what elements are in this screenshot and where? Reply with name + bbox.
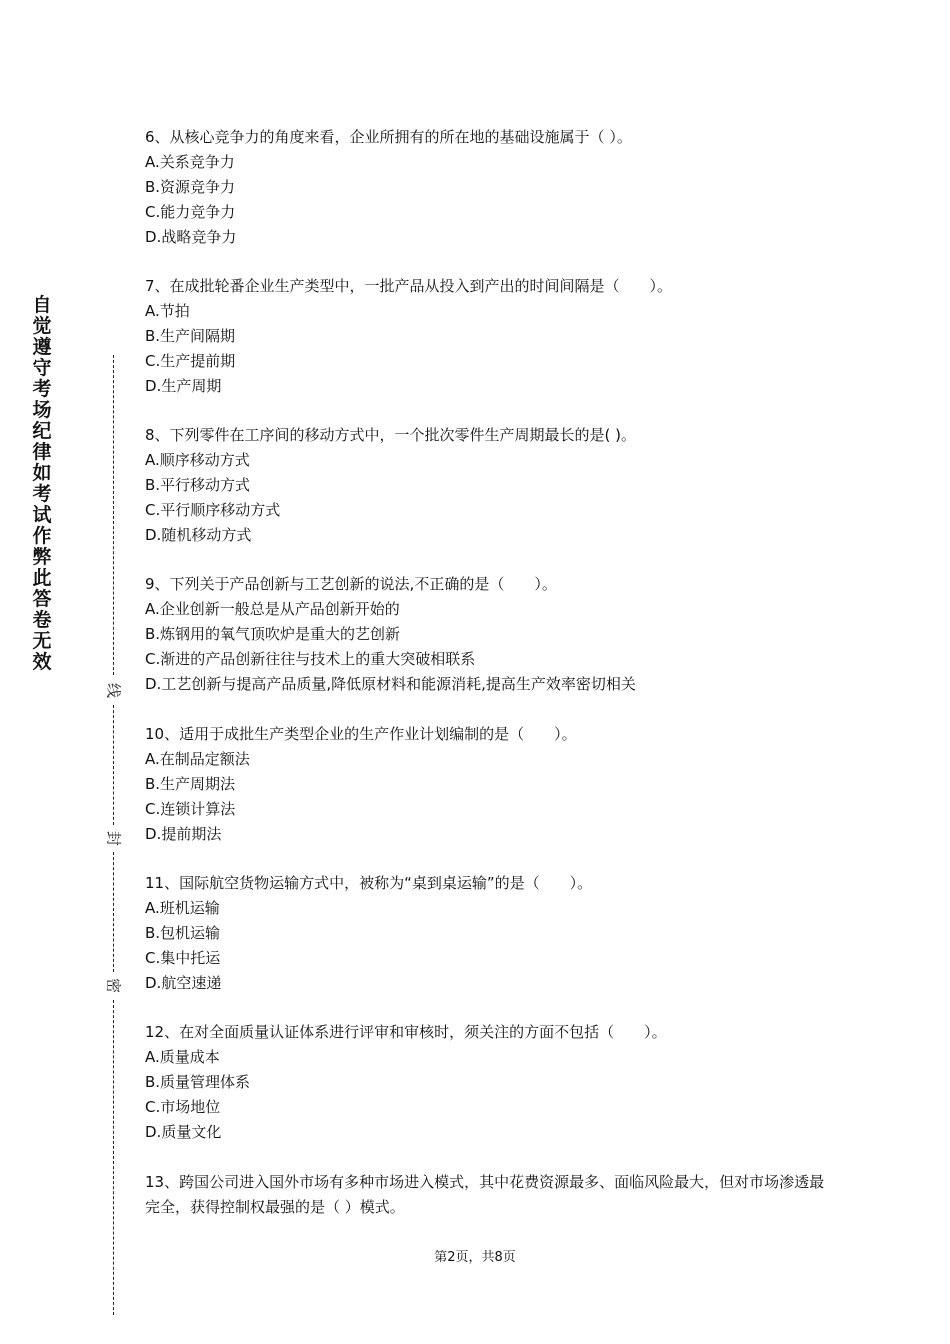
seal-label-secret: 密 — [104, 977, 123, 993]
answer-option: A.节拍 — [145, 302, 190, 320]
binding-line — [113, 705, 114, 825]
question-stem: 13、跨国公司进入国外市场有多种市场进入模式，其中花费资源最多、面临风险最大，但对市场渗透最完全，获得控制权最强的是（ ）模式。 — [145, 1173, 825, 1216]
seal-label-line: 线 — [104, 682, 123, 698]
question — [145, 423, 825, 548]
question-stem: 11、国际航空货物运输方式中，被称为“桌到桌运输”的是（ ）。 — [145, 874, 593, 892]
binding-line — [113, 355, 114, 675]
page-footer: 第2页，共8页 — [434, 1250, 516, 1265]
answer-option: D.战略竞争力 — [145, 228, 237, 246]
question-stem: 9、下列关于产品创新与工艺创新的说法,不正确的是（ ）。 — [145, 575, 557, 593]
answer-option: D.工艺创新与提高产品质量,降低原材料和能源消耗,提高生产效率密切相关 — [145, 675, 636, 693]
answer-option: A.在制品定额法 — [145, 750, 250, 768]
question-stem: 6、从核心竞争力的角度来看，企业所拥有的所在地的基础设施属于（ ）。 — [145, 128, 632, 146]
answer-option: D.提前期法 — [145, 825, 222, 843]
answer-option: A.班机运输 — [145, 899, 220, 917]
answer-option: C.市场地位 — [145, 1098, 221, 1116]
answer-option: D.航空速递 — [145, 974, 222, 992]
answer-option: C.生产提前期 — [145, 352, 236, 370]
exam-discipline-notice: 自觉遵守考场纪律如考试作弊此答卷无效 — [32, 294, 52, 673]
seal-label-seal: 封 — [104, 830, 123, 846]
answer-option: B.生产间隔期 — [145, 327, 236, 345]
answer-option: C.平行顺序移动方式 — [145, 501, 281, 519]
question — [145, 1170, 825, 1220]
answer-option: B.质量管理体系 — [145, 1073, 251, 1091]
answer-option: C.渐进的产品创新往往与技术上的重大突破相联系 — [145, 650, 476, 668]
question-stem: 8、下列零件在工序间的移动方式中，一个批次零件生产周期最长的是( )。 — [145, 426, 637, 444]
answer-option: C.能力竞争力 — [145, 203, 236, 221]
answer-option: A.质量成本 — [145, 1048, 220, 1066]
question-stem: 10、适用于成批生产类型企业的生产作业计划编制的是（ ）。 — [145, 725, 577, 743]
answer-option: B.资源竞争力 — [145, 178, 236, 196]
question — [145, 871, 825, 996]
answer-option: B.炼钢用的氧气顶吹炉是重大的艺创新 — [145, 625, 401, 643]
question — [145, 572, 825, 697]
answer-option: D.随机移动方式 — [145, 526, 252, 544]
answer-option: A.顺序移动方式 — [145, 451, 250, 469]
binding-line — [113, 852, 114, 972]
question — [145, 125, 825, 250]
answer-option: B.包机运输 — [145, 924, 221, 942]
answer-option: C.连锁计算法 — [145, 800, 236, 818]
question-stem: 12、在对全面质量认证体系进行评审和审核时，须关注的方面不包括（ ）。 — [145, 1023, 667, 1041]
answer-option: B.平行移动方式 — [145, 476, 251, 494]
answer-option: D.质量文化 — [145, 1123, 222, 1141]
binding-line — [113, 1000, 114, 1315]
question — [145, 274, 825, 399]
question — [145, 1020, 825, 1145]
answer-option: A.关系竞争力 — [145, 153, 235, 171]
answer-option: B.生产周期法 — [145, 775, 236, 793]
answer-option: C.集中托运 — [145, 949, 221, 967]
question-stem: 7、在成批轮番企业生产类型中，一批产品从投入到产出的时间间隔是（ ）。 — [145, 277, 673, 295]
answer-option: A.企业创新一般总是从产品创新开始的 — [145, 600, 400, 618]
answer-option: D.生产周期 — [145, 377, 222, 395]
question — [145, 722, 825, 847]
